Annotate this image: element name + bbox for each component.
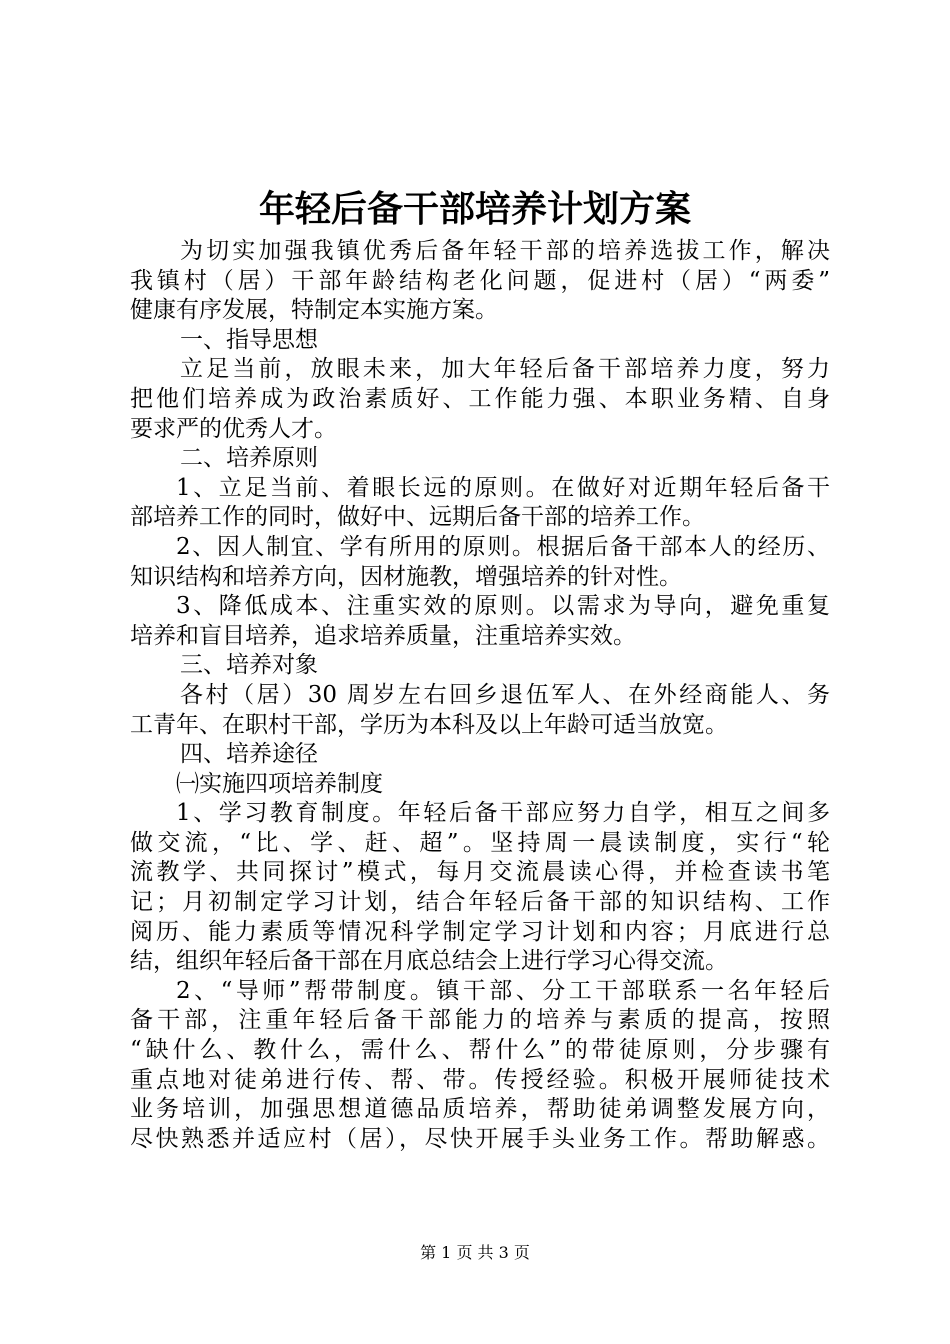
paragraph-line: 各村（居）30 周岁左右回乡退伍军人、在外经商能人、务 [180,681,830,708]
section-heading: 四、培养途径 [180,741,318,768]
paragraph-line: 备干部，注重年轻后备干部能力的培养与素质的提高，按照 [130,1007,830,1034]
paragraph-line: “缺什么、教什么，需什么、帮什么”的带徒原则，分步骤有 [130,1037,830,1064]
paragraph-line: 业务培训，加强思想道德品质培养，帮助徒弟调整发展方向， [130,1096,830,1123]
paragraph-line: 要求严的优秀人才。 [130,415,337,442]
paragraph-line: 2、“导师”帮带制度。镇干部、分工干部联系一名年轻后 [176,977,830,1004]
paragraph-line: 知识结构和培养方向，因材施教，增强培养的针对性。 [130,563,682,590]
paragraph-line: 工青年、在职村干部，学历为本科及以上年龄可适当放宽。 [130,711,728,738]
paragraph-line: 为切实加强我镇优秀后备年轻干部的培养选拔工作，解决 [180,238,830,264]
paragraph-line: 重点地对徒弟进行传、帮、带。传授经验。积极开展师徒技术 [130,1066,830,1093]
paragraph-line: 2、因人制宜、学有所用的原则。根据后备干部本人的经历、 [176,533,830,560]
paragraph-line: 我镇村（居）干部年龄结构老化问题，促进村（居）“两委” [130,267,830,294]
paragraph-line: 记；月初制定学习计划，结合年轻后备干部的知识结构、工作 [130,889,830,916]
paragraph-line: 部培养工作的同时，做好中、远期后备干部的培养工作。 [130,504,705,531]
paragraph-line: 流教学、共同探讨”模式，每月交流晨读心得，并检查读书笔 [130,859,830,886]
paragraph-line: 把他们培养成为政治素质好、工作能力强、本职业务精、自身 [130,385,830,412]
section-heading: 一、指导思想 [180,326,318,353]
section-heading: 二、培养原则 [180,445,318,472]
paragraph-line: 做交流，“比、学、赶、超”。坚持周一晨读制度，实行“轮 [130,829,830,856]
paragraph-line: 1、学习教育制度。年轻后备干部应努力自学，相互之间多 [176,800,830,827]
paragraph-line: 尽快熟悉并适应村（居），尽快开展手头业务工作。帮助解惑。 [130,1125,830,1152]
paragraph-line: 结，组织年轻后备干部在月底总结会上进行学习心得交流。 [130,948,728,975]
paragraph-line: 立足当前，放眼未来，加大年轻后备干部培养力度，努力 [180,356,830,383]
paragraph-line: 健康有序发展，特制定本实施方案。 [130,297,498,324]
document-body [130,237,830,1154]
document-title: 年轻后备干部培养计划方案 [258,188,691,230]
section-heading: 三、培养对象 [180,652,318,679]
paragraph-line: 培养和盲目培养，追求培养质量，注重培养实效。 [130,622,636,649]
paragraph-line: 阅历、能力素质等情况科学制定学习计划和内容；月底进行总 [130,918,830,945]
paragraph-line: 3、降低成本、注重实效的原则。以需求为导向，避免重复 [176,593,830,620]
subsection-heading: ㈠实施四项培养制度 [176,770,383,797]
page-footer: 第 1 页 共 3 页 [420,1243,530,1262]
paragraph-line: 1、立足当前、着眼长远的原则。在做好对近期年轻后备干 [176,474,830,501]
